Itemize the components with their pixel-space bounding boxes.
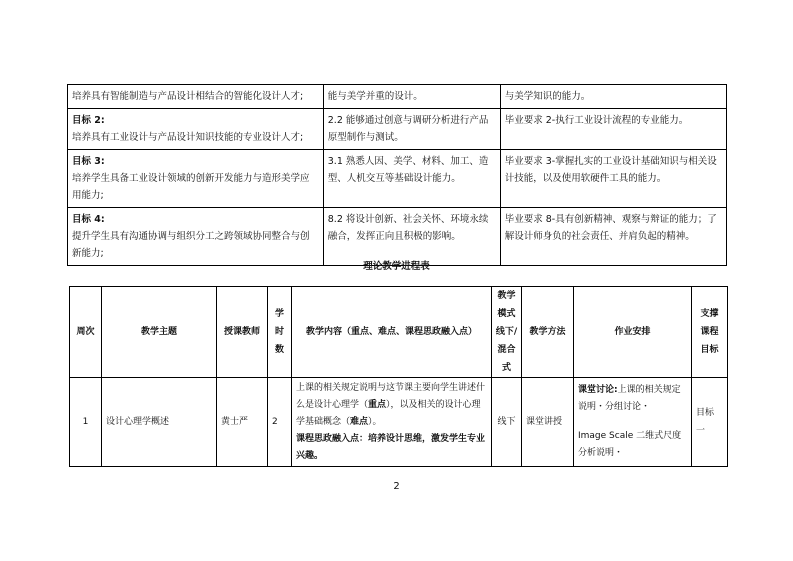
schedule-table [69,286,728,467]
indicator-cell: 8.2 将设计创新、社会关怀、环境永续融合，发挥正向且积极的影响。 [323,208,500,266]
ideology-point: 课程思政融入点：培养设计思维，激发学生专业兴趣。 [296,433,486,461]
page-number: 2 [393,481,400,492]
hours-cell: 2 [268,378,292,467]
course-goals-table [67,84,727,266]
header-theme: 教学主题 [102,287,217,378]
goal-text: 提升学生具有沟通协调与组织分工之跨领域协同整合与创新能力; [72,231,310,259]
header-support [692,287,728,378]
header-mode-text: 教学模式线下/混合式 [495,291,518,373]
support-text: 目标一 [696,408,715,436]
teacher-cell: 黄士严 [217,378,268,467]
content-text: 上课的相关规定说明与这节课主要向学生讲述什么是设计心理学（ [296,382,486,410]
header-method: 教学方法 [522,287,574,378]
content-text: ），以及相关的设计心理学基础概念（ [296,399,481,427]
schedule-title: 理论教学进程表 [363,261,430,272]
header-hours-text: 学时数 [274,309,284,355]
goal-label: 目标 2: [72,115,105,126]
requirement-cell: 毕业要求 8-具有创新精神、观察与辩证的能力；了解设计师身负的社会责任、并肩负起的精神。 [500,208,726,266]
table-row [70,378,728,467]
table-row [68,150,727,208]
goal-cell [68,150,324,208]
indicator-cell: 2.2 能够通过创意与调研分析进行产品原型制作与测试。 [323,109,500,150]
goal-text: 培养具有智能制造与产品设计相结合的智能化设计人才; [72,91,304,102]
header-hours [268,287,292,378]
requirement-cell: 毕业要求 3-掌握扎实的工业设计基础知识与相关设计技能，以及使用软硬件工具的能力。 [500,150,726,208]
header-content: 教学内容（重点、难点、课程思政融入点） [292,287,492,378]
homework-text: Image Scale 二维式尺度分析说明・ [578,431,682,458]
goal-cell [68,109,324,150]
requirement-cell: 与美学知识的能力。 [500,85,726,109]
content-cell [292,378,492,467]
goal-cell [68,85,324,109]
header-homework: 作业安排 [574,287,692,378]
homework-cell [574,378,692,467]
week-cell: 1 [70,378,102,467]
content-text: ）。 [368,416,382,427]
header-week: 周次 [70,287,102,378]
homework-label: 课堂讨论: [578,385,618,395]
header-support-text: 支撑课程目标 [700,309,719,355]
table-row [68,85,727,109]
header-teacher: 授课教师 [217,287,268,378]
goal-label: 目标 4: [72,214,105,225]
method-cell: 课堂讲授 [522,378,574,467]
header-row [70,287,728,378]
header-mode [492,287,522,378]
goal-text: 培养学生具备工业设计领域的创新开发能力与造形美学应用能力; [72,173,310,201]
mode-cell: 线下 [492,378,522,467]
homework-text: 上课的相关规定说明・分组讨论・ [578,385,681,412]
requirement-cell: 毕业要求 2-执行工业设计流程的专业能力。 [500,109,726,150]
goal-cell [68,208,324,266]
goal-text: 培养具有工业设计与产品设计知识技能的专业设计人才; [72,132,304,143]
difficult-point-label: 难点 [350,416,369,427]
indicator-cell: 能与美学并重的设计。 [323,85,500,109]
support-cell [692,378,728,467]
goal-label: 目标 3: [72,156,105,167]
key-point-label: 重点 [368,399,387,410]
table-row [68,109,727,150]
theme-cell: 设计心理学概述 [102,378,217,467]
table-row [68,208,727,266]
indicator-cell: 3.1 熟悉人因、美学、材料、加工、造型、人机交互等基础设计能力。 [323,150,500,208]
